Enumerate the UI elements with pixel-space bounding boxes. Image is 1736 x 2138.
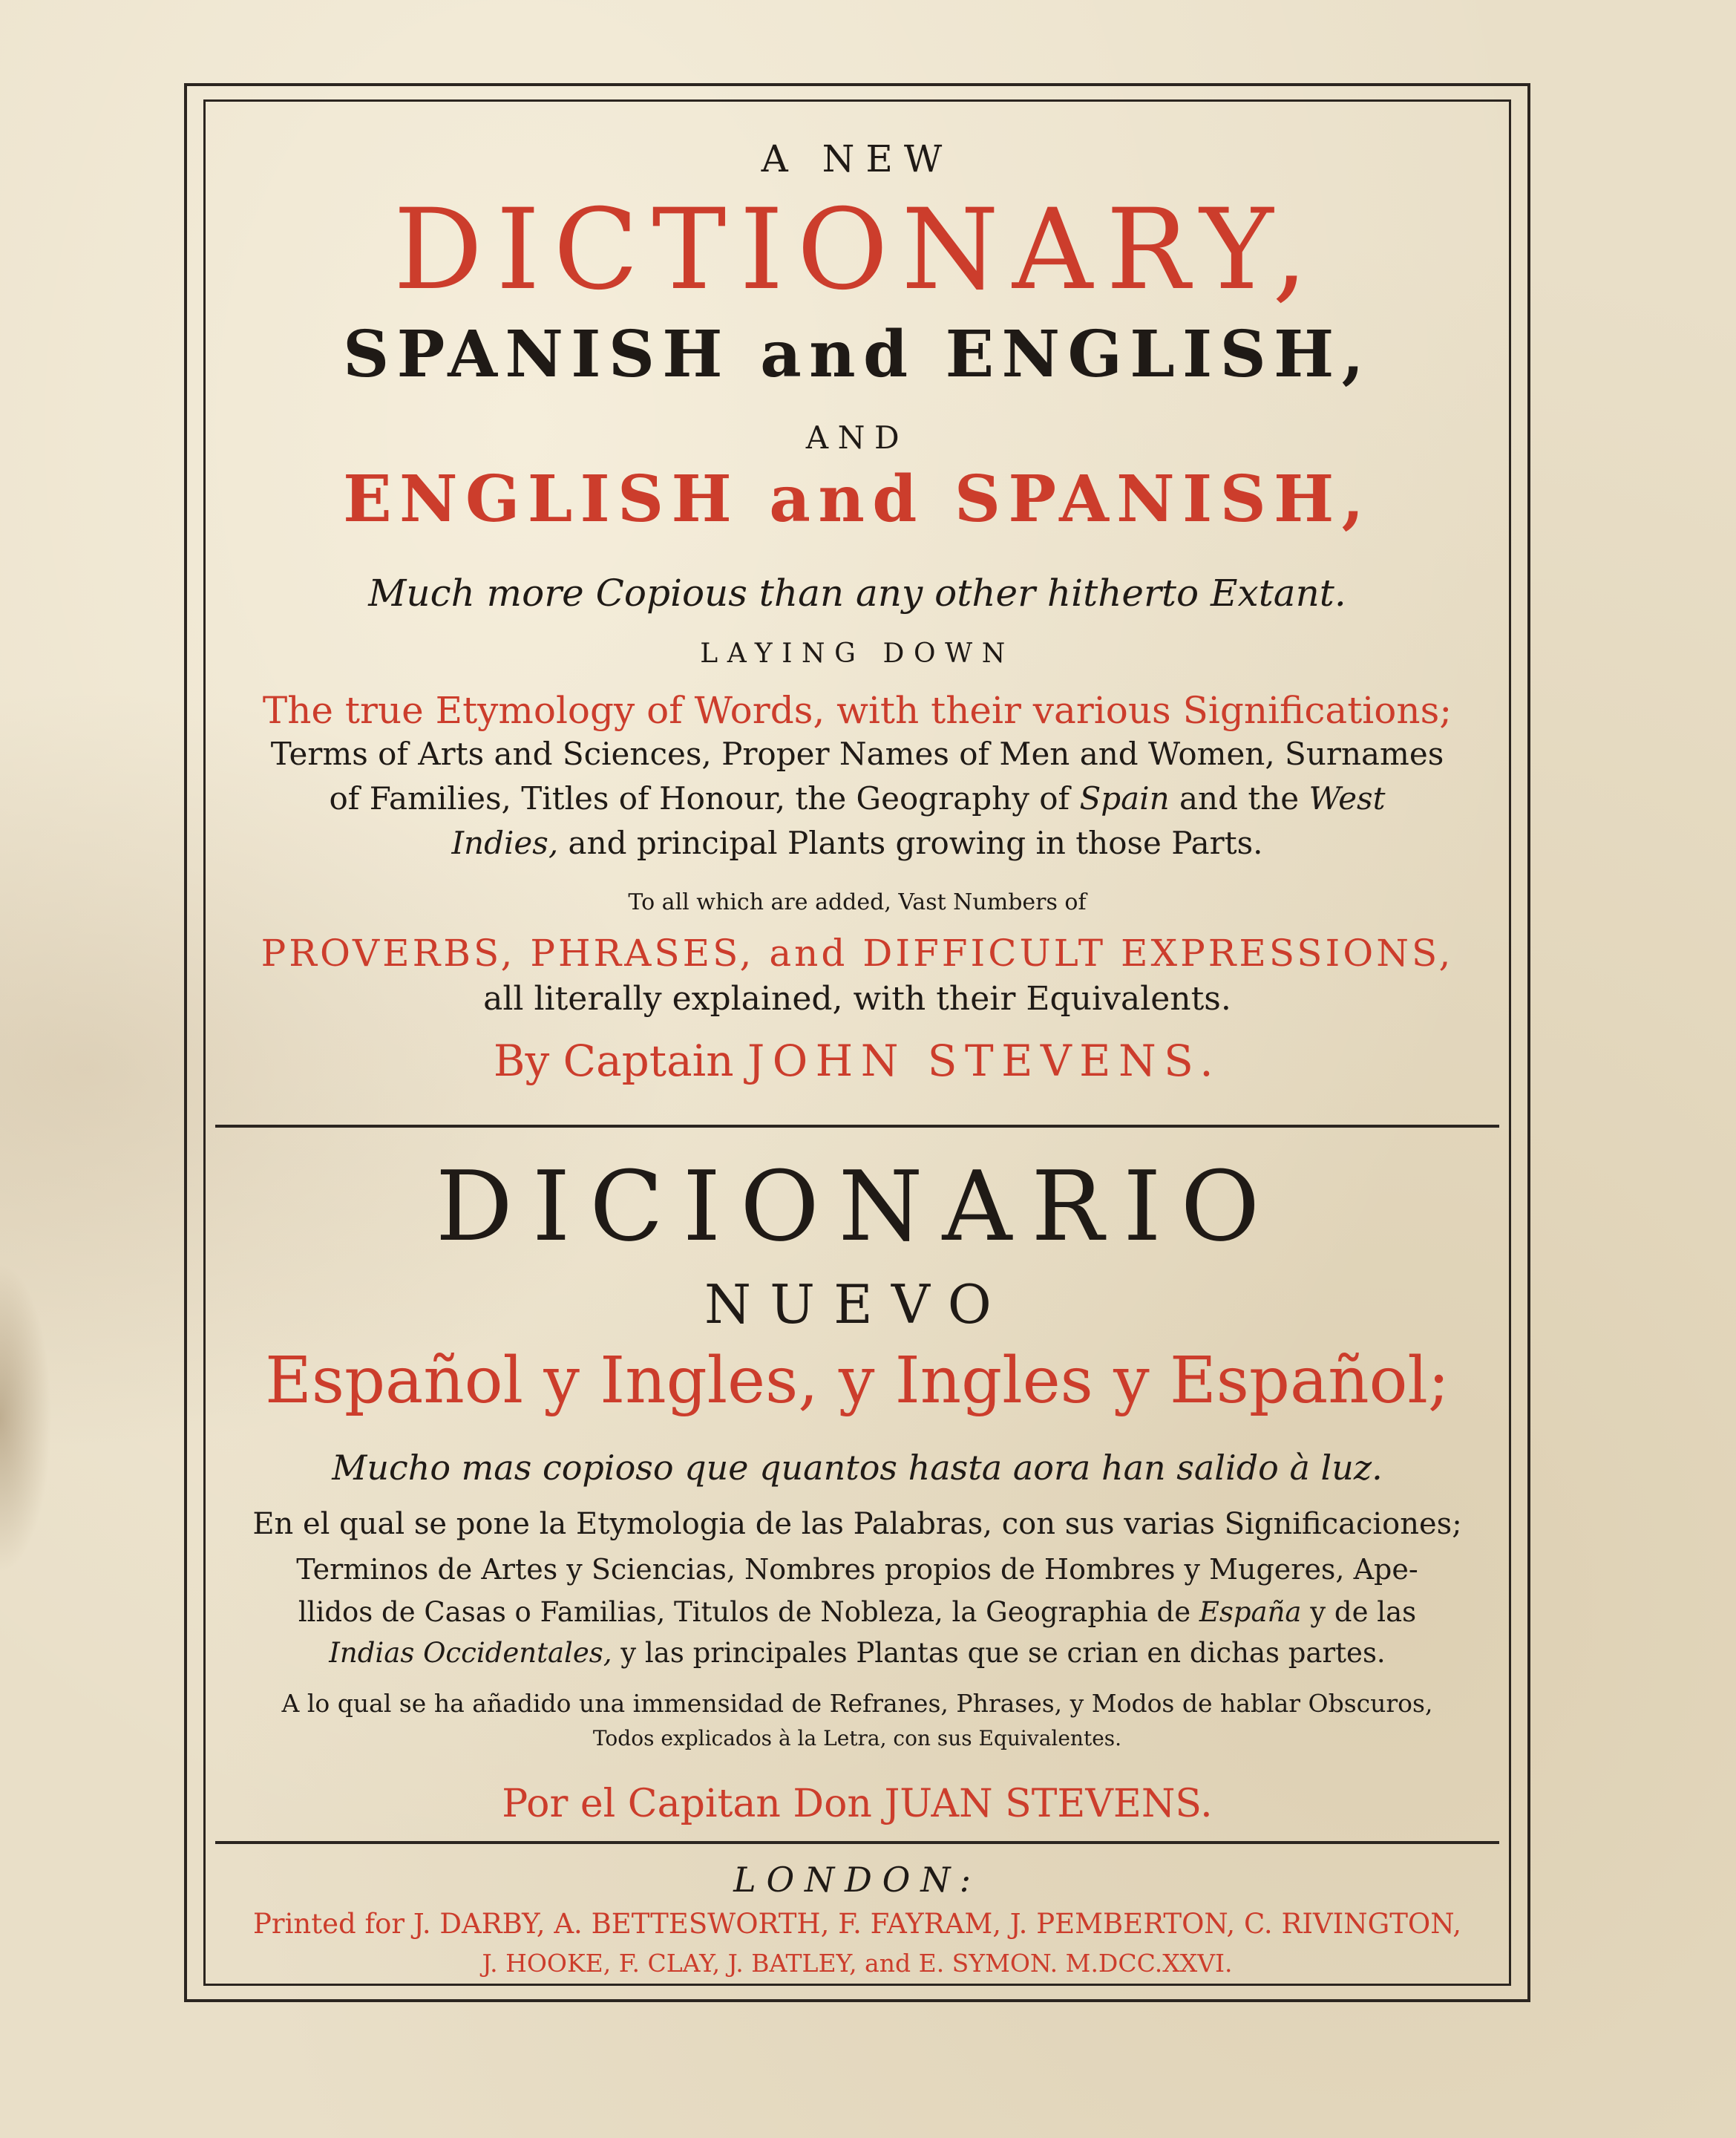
title-espanol-ingles: Español y Ingles, y Ingles y Español;: [265, 1344, 1450, 1418]
english-desc-4b: and principal Plants growing in those Parts.: [558, 825, 1263, 861]
spanish-desc-indias: Indias Occidentales,: [329, 1637, 612, 1669]
spanish-desc-4: [208, 1637, 1507, 1669]
spanish-desc-3: [208, 1596, 1507, 1628]
explained-line: all literally explained, with their Equivalents.: [483, 980, 1231, 1018]
title-a-new: A NEW: [761, 137, 954, 180]
spanish-author: Por el Capitan Don JUAN STEVENS.: [502, 1782, 1213, 1826]
divider-bottom: [215, 1841, 1499, 1844]
english-desc-spain: Spain: [1079, 780, 1170, 817]
english-desc-1: The true Etymology of Words, with their various Significations;: [262, 689, 1452, 732]
page-edge-stain: [0, 1262, 52, 1574]
english-desc-3a: of Families, Titles of Honour, the Geography of: [329, 780, 1080, 817]
spanish-desc-3b: y de las: [1301, 1596, 1417, 1628]
spanish-desc-espana: España: [1199, 1596, 1302, 1628]
spanish-desc-2: Terminos de Artes y Sciencias, Nombres propios de Hombres y Mugeres, Ape-: [296, 1553, 1418, 1586]
proverbs-line: PROVERBS, PHRASES, and DIFFICULT EXPRESSIONS,: [261, 932, 1454, 975]
english-desc-west: West: [1308, 780, 1386, 817]
spanish-added-2: Todos explicados à la Letra, con sus Equivalentes.: [592, 1726, 1122, 1750]
english-author-name: JOHN STEVENS.: [747, 1036, 1222, 1086]
title-nuevo: NUEVO: [704, 1273, 1010, 1336]
spanish-desc-3a: llidos de Casas o Familias, Titulos de Nobleza, la Geographia de: [298, 1596, 1199, 1628]
divider-top: [215, 1125, 1499, 1128]
imprint-line-1: Printed for J. DARBY, A. BETTESWORTH, F. FAYRAM, J. PEMBERTON, C. RIVINGTON,: [253, 1908, 1461, 1940]
imprint-city: LONDON:: [733, 1860, 981, 1900]
title-spanish-english: SPANISH and ENGLISH,: [343, 317, 1372, 392]
title-diccionario: DICIONARIO: [435, 1150, 1280, 1263]
english-desc-indies: Indies,: [451, 825, 559, 861]
title-dictionary: DICTIONARY,: [393, 186, 1321, 315]
title-english-spanish: ENGLISH and SPANISH,: [343, 462, 1372, 537]
english-author: [208, 1036, 1507, 1086]
english-subtitle: Much more Copious than any other hitherto Extant.: [368, 572, 1346, 615]
spanish-desc-4b: y las principales Plantas que se crian en dichas partes.: [612, 1637, 1386, 1669]
english-desc-4: [208, 825, 1507, 861]
english-desc-3b: and the: [1169, 780, 1309, 817]
english-author-prefix: By Captain: [493, 1036, 747, 1086]
laying-down: LAYING DOWN: [700, 638, 1015, 669]
spanish-desc-1: En el qual se pone la Etymologia de las Palabras, con sus varias Significaciones;: [252, 1507, 1462, 1541]
title-and: AND: [805, 419, 909, 456]
imprint-line-2: J. HOOKE, F. CLAY, J. BATLEY, and E. SYMON. M.DCC.XXVI.: [482, 1949, 1233, 1978]
english-desc-2: Terms of Arts and Sciences, Proper Names of Men and Women, Surnames: [270, 736, 1444, 772]
spanish-subtitle: Mucho mas copioso que quantos hasta aora han salido à luz.: [332, 1448, 1383, 1488]
english-added: To all which are added, Vast Numbers of: [628, 889, 1087, 915]
english-desc-3: [208, 780, 1507, 817]
spanish-added-1: A lo qual se ha añadido una immensidad de Refranes, Phrases, y Modos de hablar Obscuros,: [281, 1689, 1433, 1718]
